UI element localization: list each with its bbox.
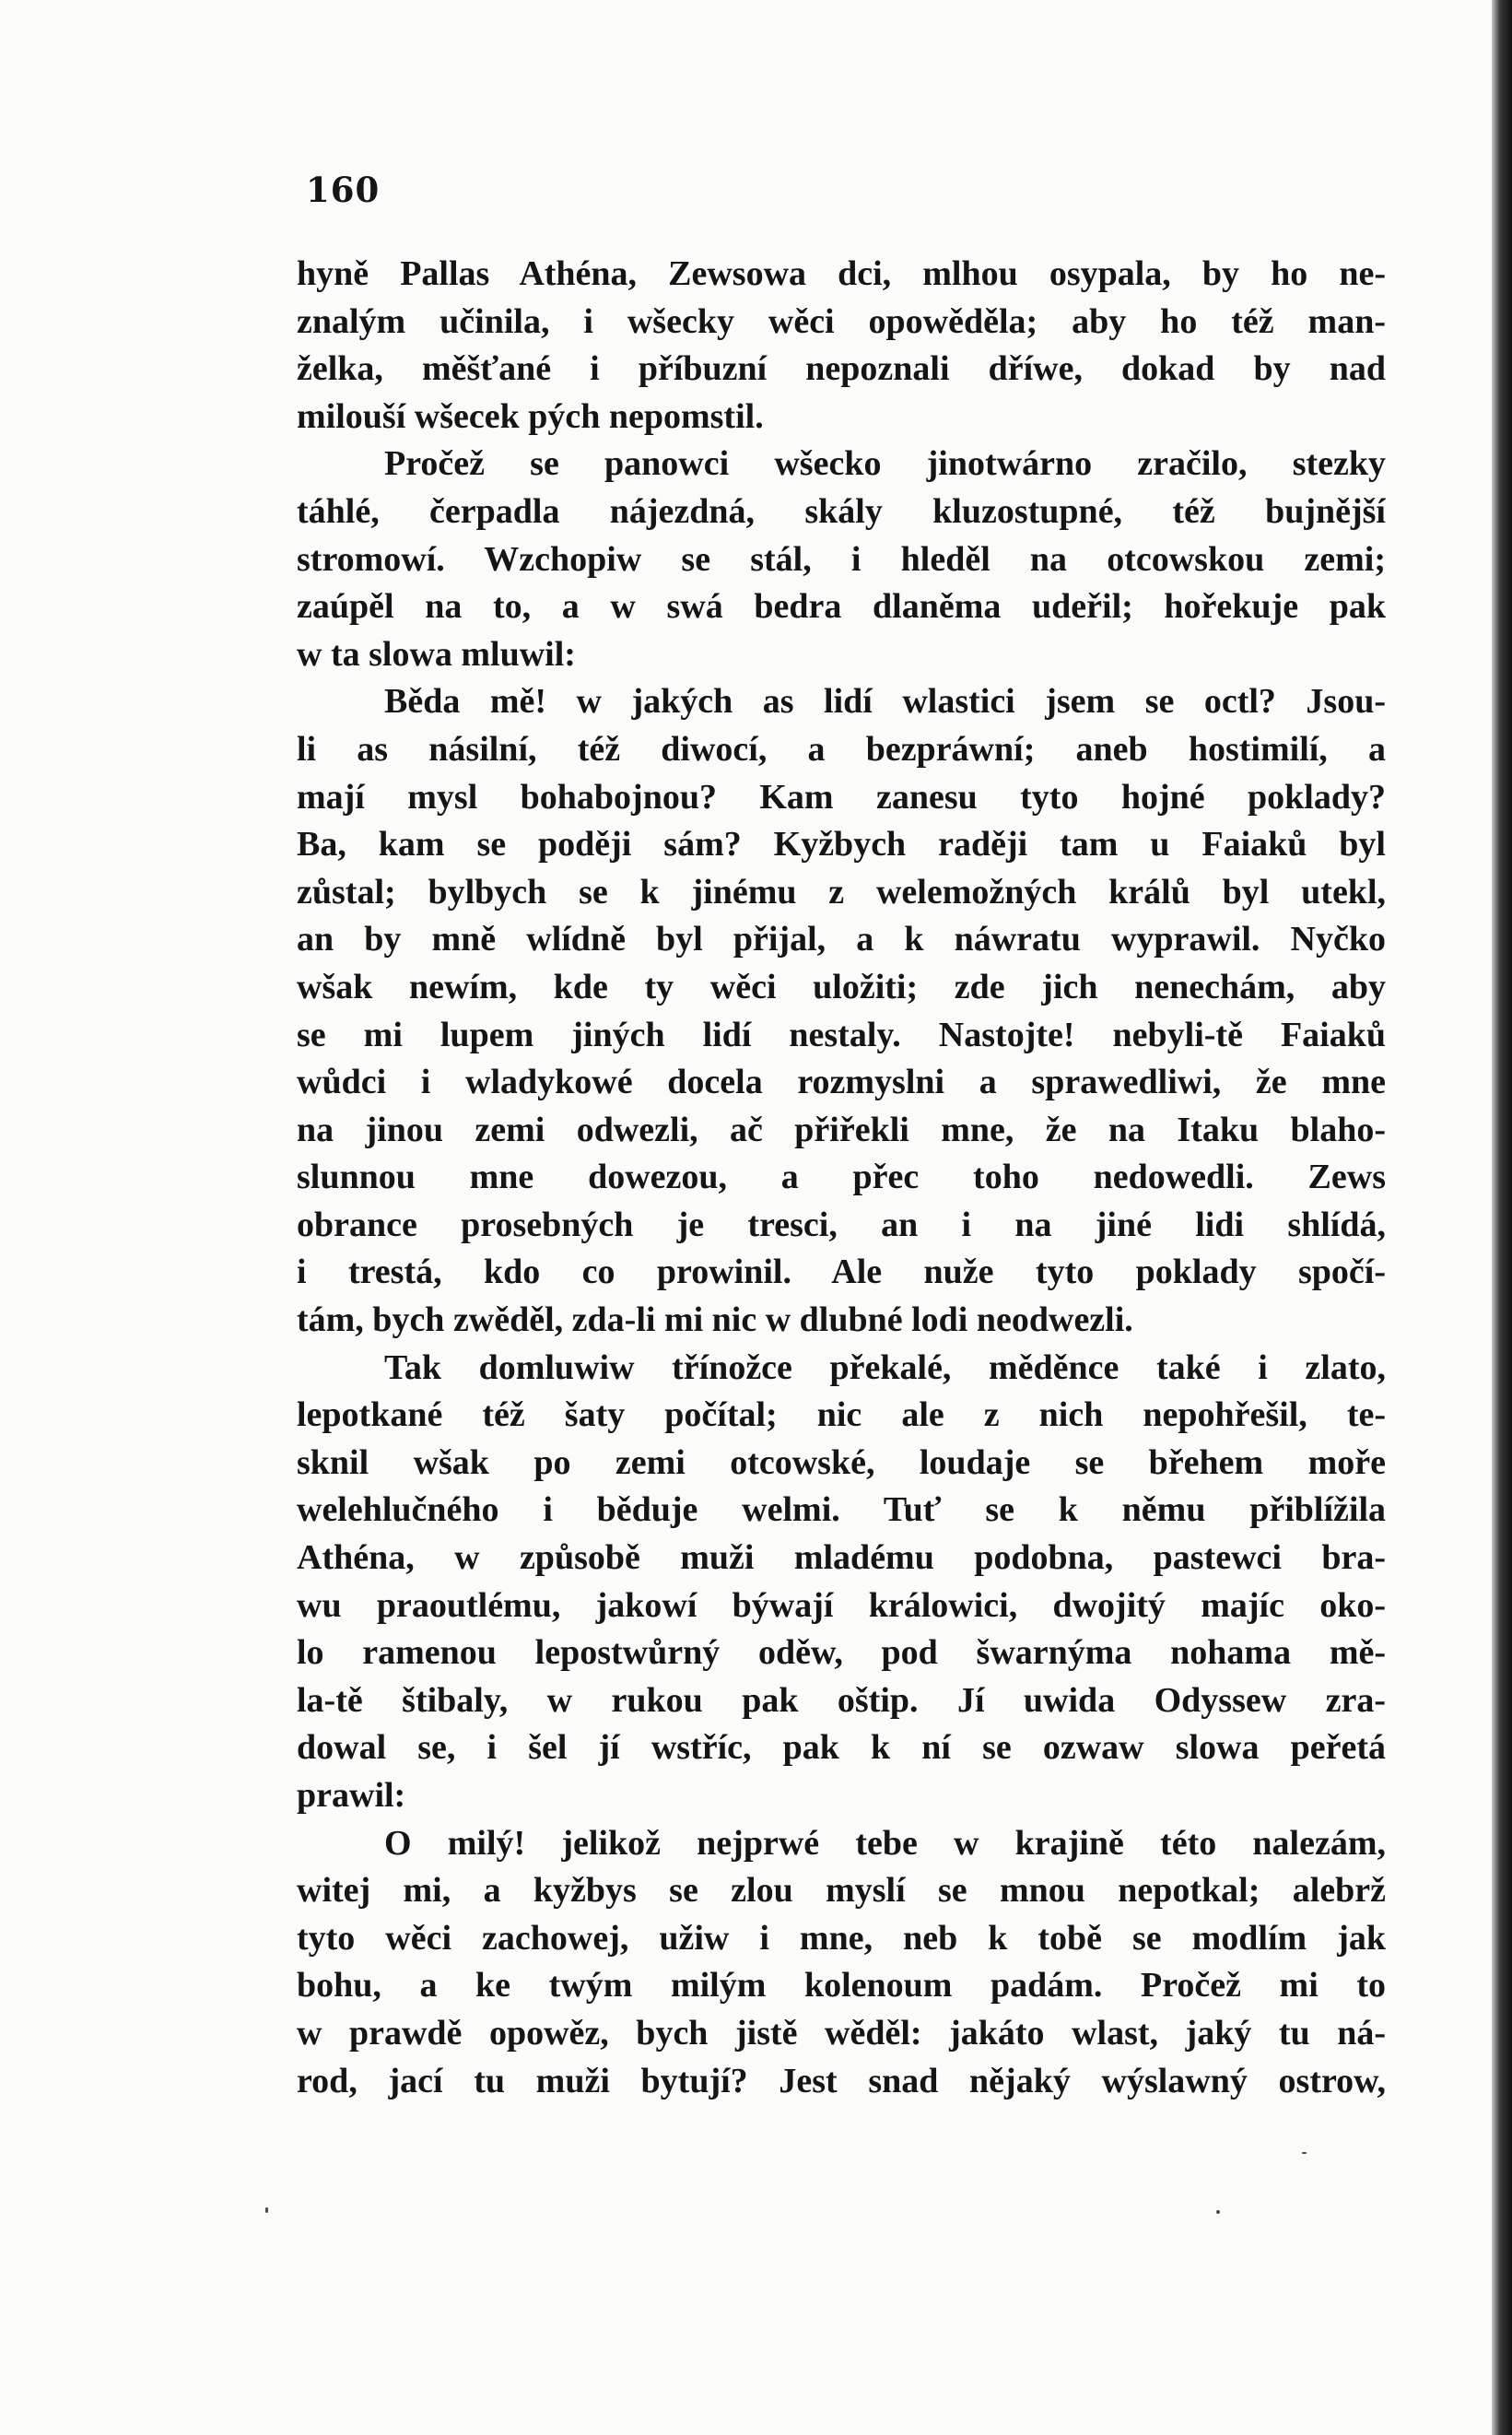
paper-speck (1216, 2210, 1220, 2214)
text-line: an by mně wlídně byl přijal, a k náwratu wyprawil. Nyčko (297, 920, 1386, 959)
text-line: witej mi, a kyžbys se zlou myslí se mnou nepotkal; alebrž (297, 1871, 1386, 1911)
text-line: milouší wšecek pých nepomstil. (297, 396, 764, 436)
page-number: 160 (306, 170, 381, 210)
text-line: w prawdě opowěz, bych jistě wěděl: jakáto wlast, jaký tu ná- (297, 2013, 1386, 2053)
text-line: stromowí. Wzchopiw se stál, i hleděl na otcowskou zemi; (297, 539, 1386, 579)
text-line: se mi lupem jiných lidí nestaly. Nastojte! nebyli-tě Faiaků (297, 1015, 1386, 1054)
text-line: la-tě štibaly, w rukou pak oštip. Jí uwida Odyssew zra- (297, 1680, 1386, 1720)
text-line: bohu, a ke twým milým kolenoum padám. Pročež mi to (297, 1966, 1386, 2006)
paper-speck (1302, 2152, 1307, 2154)
text-line: mají mysl bohabojnou? Kam zanesu tyto hojné poklady? (297, 777, 1386, 817)
text-line: znalým učinila, i wšecky wěci opowěděla; aby ho též man- (297, 301, 1386, 341)
text-line: lepotkané též šaty počítal; nic ale z nich nepohřešil, te- (297, 1395, 1386, 1435)
text-line: wůdci i wladykowé docela rozmyslni a sprawedliwi, že mne (297, 1063, 1386, 1102)
text-line: sknil wšak po zemi otcowské, loudaje se břehem moře (297, 1442, 1386, 1482)
body-text (297, 251, 1386, 2105)
text-line: obrance prosebných je tresci, an i na jiné lidi shlídá, (297, 1205, 1386, 1244)
text-line: rod, jací tu muži bytují? Jest snad nějaký wýslawný ostrow, (297, 2061, 1386, 2100)
text-line: zůstal; bylbych se k jinému z welemožných králů byl utekl, (297, 872, 1386, 912)
text-line: hyně Pallas Athéna, Zewsowa dci, mlhou osypala, by ho ne- (297, 254, 1386, 293)
text-line: w ta slowa mluwil: (297, 634, 576, 674)
text-line: wu praoutlému, jakowí býwají králowici, dwojitý majíc oko- (297, 1585, 1386, 1625)
text-line: Athéna, w způsobě muži mladému podobna, pastewci bra- (297, 1538, 1386, 1578)
text-line: Tak domluwiw třínožce překalé, měděnce také i zlato, (384, 1347, 1386, 1387)
text-line: li as násilní, též diwocí, a bezpráwní; aneb hostimilí, a (297, 729, 1386, 769)
text-line: tám, bych zwěděl, zda-li mi nic w dlubné lodi neodwezli. (297, 1300, 1133, 1340)
text-line: Pročež se panowci wšecko jinotwárno zračilo, stezky (384, 444, 1386, 484)
text-line: welehlučného i běduje welmi. Tuť se k němu přiblížila (297, 1490, 1386, 1530)
text-line: Běda mě! w jakých as lidí wlastici jsem se octl? Jsou- (384, 682, 1386, 722)
text-line: táhlé, čerpadla nájezdná, skály kluzostupné, též bujnější (297, 491, 1386, 531)
text-line: tyto wěci zachowej, užiw i mne, neb k tobě se modlím jak (297, 1918, 1386, 1958)
text-line: dowal se, i šel jí wstříc, pak k ní se ozwaw slowa peřetá (297, 1728, 1386, 1768)
text-line: slunnou mne dowezou, a přec toho nedowedli. Zews (297, 1158, 1386, 1197)
text-line: prawil: (297, 1776, 406, 1815)
text-line: i trestá, kdo co prowinil. Ale nuže tyto poklady spočí- (297, 1253, 1386, 1292)
text-line: lo ramenou lepostwůrný oděw, pod šwarnýma nohama mě- (297, 1633, 1386, 1673)
page-edge-shadow (1492, 0, 1512, 2435)
paper-speck (265, 2207, 268, 2213)
text-line: na jinou zemi odwezli, ač přiřekli mne, že na Itaku blaho- (297, 1110, 1386, 1149)
text-line: O milý! jelikož nejprwé tebe w krajině této nalezám, (384, 1823, 1386, 1863)
text-line: zaúpěl na to, a w swá bedra dlaněma udeřil; hořekuje pak (297, 587, 1386, 627)
text-line: želka, měšťané i příbuzní nepoznali dříwe, dokad by nad (297, 349, 1386, 389)
text-line: Ba, kam se poději sám? Kyžbych raději tam u Faiaků byl (297, 825, 1386, 865)
text-line: wšak newím, kde ty wěci uložiti; zde jich nenechám, aby (297, 967, 1386, 1006)
